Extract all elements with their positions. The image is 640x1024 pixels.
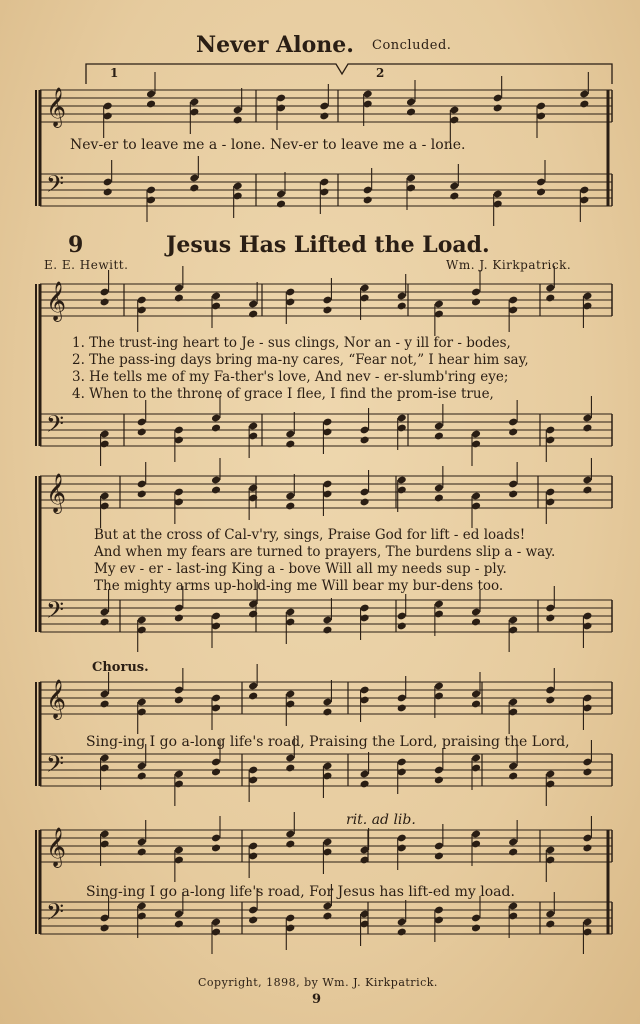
composer-credit: Wm. J. Kirkpatrick.	[446, 258, 572, 272]
note-head	[360, 498, 370, 507]
note-head	[322, 306, 332, 315]
treble-clef-icon: 𝄞	[46, 281, 67, 321]
note-head	[434, 852, 444, 861]
note-head	[434, 776, 444, 785]
note-head	[545, 294, 555, 303]
treble-clef-icon: 𝄞	[46, 87, 67, 127]
note-head	[211, 768, 221, 777]
chorus-lyric-line: Sing-ing I go a-long life's road, Praising the Lord, praising the Lord,	[86, 734, 570, 750]
note-head	[285, 440, 295, 449]
note-head	[360, 436, 370, 445]
note-head	[100, 924, 110, 933]
note-head	[579, 100, 589, 109]
note-head	[248, 610, 258, 619]
verse-line: 2. The pass-ing days bring ma-ny cares, “Fear not,” I hear him say,	[72, 352, 529, 368]
note-head	[582, 486, 592, 495]
note-head	[471, 700, 481, 709]
note-head	[100, 618, 110, 627]
lyric-line-header: Nev-er to leave me a - lone. Nev-er to leave me a - lone.	[70, 137, 466, 153]
hymn-continued-subtitle: Concluded.	[372, 38, 452, 53]
note-head	[397, 928, 407, 937]
note-head	[248, 916, 258, 925]
note-head	[471, 618, 481, 627]
note-head	[137, 848, 147, 857]
treble-clef-icon: 𝄞	[46, 473, 67, 513]
note-head	[471, 298, 481, 307]
note-head	[582, 844, 592, 853]
note-head	[137, 772, 147, 781]
note-head	[508, 772, 518, 781]
author-credit: E. E. Hewitt.	[44, 258, 129, 272]
tempo-marking: rit. ad lib.	[346, 812, 416, 828]
note-head	[211, 424, 221, 433]
volta-bracket	[86, 64, 612, 84]
treble-clef-icon: 𝄞	[46, 827, 67, 867]
ending-1-label: 1	[110, 66, 119, 80]
bass-clef-icon: 𝄢	[46, 410, 65, 443]
note-head	[174, 696, 184, 705]
note-head	[582, 768, 592, 777]
hymn-title: Jesus Has Lifted the Load.	[166, 232, 490, 258]
hymn-continued-title: Never Alone.	[196, 32, 354, 58]
note-head	[434, 494, 444, 503]
page-number: 9	[312, 992, 322, 1007]
note-head	[493, 104, 503, 113]
note-head	[545, 920, 555, 929]
chorus-lyric-line: Sing-ing I go a-long life's road, For Jesus has lift-ed my load.	[86, 884, 515, 900]
note-head	[545, 696, 555, 705]
note-head	[248, 310, 258, 319]
note-head	[322, 912, 332, 921]
note-head	[174, 294, 184, 303]
note-head	[103, 188, 113, 197]
chorus-label: Chorus.	[92, 660, 149, 675]
note-head	[508, 428, 518, 437]
note-head	[319, 112, 329, 121]
treble-clef-icon: 𝄞	[46, 679, 67, 719]
note-head	[449, 192, 459, 201]
note-head	[434, 432, 444, 441]
note-head	[137, 490, 147, 499]
bass-clef-icon: 𝄢	[46, 750, 65, 783]
note-head	[322, 708, 332, 717]
note-head	[174, 920, 184, 929]
note-head	[146, 100, 156, 109]
note-head	[536, 188, 546, 197]
verse-line: The mighty arms up-hold-ing me Will bear my bur-dens too.	[94, 578, 504, 594]
copyright-notice: Copyright, 1898, by Wm. J. Kirkpatrick.	[198, 976, 438, 989]
note-head	[211, 486, 221, 495]
note-head	[406, 108, 416, 117]
verse-line: My ev - er - last-ing King a - bove Will all my needs sup - ply.	[94, 561, 507, 577]
ending-2-label: 2	[376, 66, 385, 80]
bass-clef-icon: 𝄢	[46, 170, 65, 203]
hymn-number: 9	[68, 232, 84, 258]
verse-line: 4. When to the throne of grace I flee, I find the prom-ise true,	[72, 386, 494, 402]
note-head	[233, 116, 243, 125]
note-head	[248, 692, 258, 701]
note-head	[285, 502, 295, 511]
note-head	[397, 622, 407, 631]
note-head	[211, 844, 221, 853]
note-head	[322, 626, 332, 635]
verse-line: 1. The trust-ing heart to Je - sus clings, Nor an - y ill for - bodes,	[72, 335, 511, 351]
note-head	[545, 614, 555, 623]
note-head	[508, 848, 518, 857]
note-head	[100, 298, 110, 307]
note-head	[285, 764, 295, 773]
note-head	[360, 780, 370, 789]
note-head	[582, 424, 592, 433]
note-head	[100, 700, 110, 709]
note-head	[363, 196, 373, 205]
bass-clef-icon: 𝄢	[46, 596, 65, 629]
verse-line: But at the cross of Cal-v'ry, sings, Praise God for lift - ed loads!	[94, 527, 526, 543]
verse-line: 3. He tells me of my Fa-ther's love, And nev - er-slumb'ring eye;	[72, 369, 509, 385]
note-head	[137, 428, 147, 437]
note-head	[471, 924, 481, 933]
note-head	[397, 704, 407, 713]
note-head	[189, 184, 199, 193]
note-head	[508, 490, 518, 499]
note-head	[397, 302, 407, 311]
verse-line: And when my fears are turned to prayers, The burdens slip a - way.	[94, 544, 556, 560]
note-head	[174, 614, 184, 623]
note-head	[276, 200, 286, 209]
bass-clef-icon: 𝄢	[46, 898, 65, 931]
note-head	[285, 840, 295, 849]
